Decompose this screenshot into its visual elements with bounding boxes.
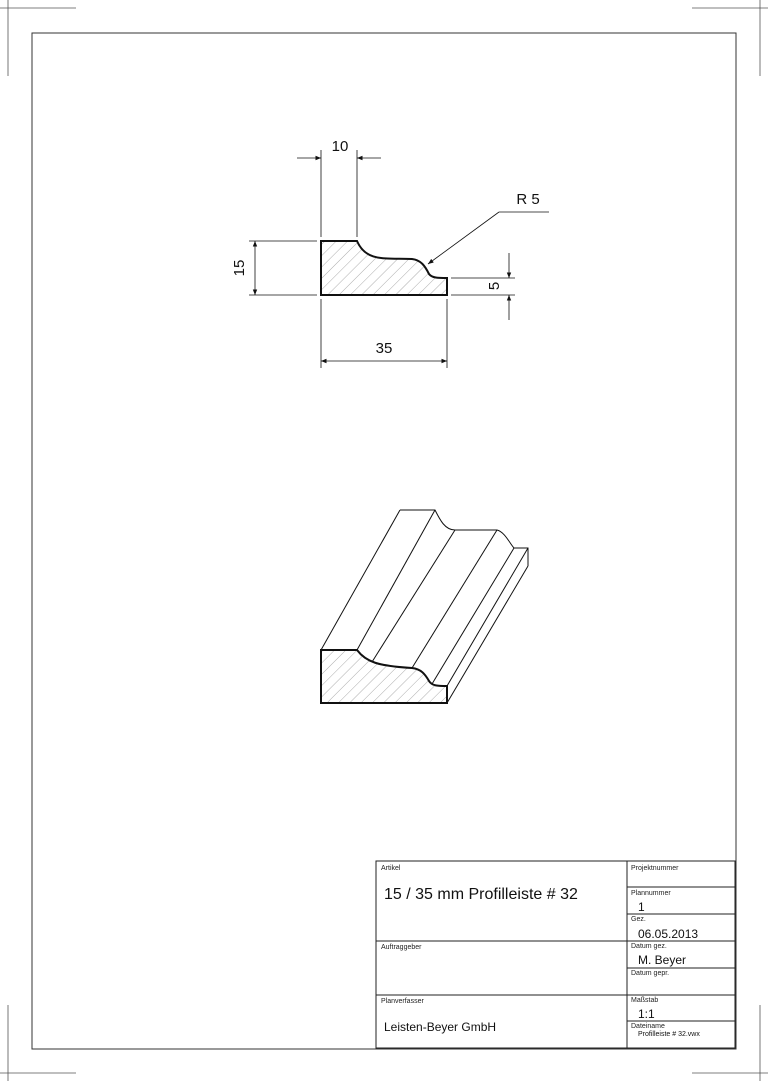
profile-section: [321, 241, 447, 295]
dimension-label-top-width: 10: [331, 138, 349, 155]
plannummer-label: Plannummer: [631, 890, 671, 897]
dimension-step-height: [451, 253, 515, 320]
dimension-height: [249, 241, 317, 295]
dimension-label-total-width: 35: [375, 340, 393, 357]
dimension-top-width: [297, 150, 381, 237]
dimension-label-radius: R 5: [516, 191, 540, 208]
planverfasser-value: Leisten-Beyer GmbH: [384, 1020, 497, 1034]
profile-isometric-front-face: [321, 650, 447, 703]
dimension-radius-leader: [428, 212, 549, 264]
auftraggeber-label: Auftraggeber: [381, 944, 422, 951]
planverfasser-label: Planverfasser: [381, 998, 424, 1005]
gez-label: Gez.: [631, 916, 646, 923]
plannummer-value: 1: [638, 900, 645, 914]
datum-gez-value: M. Beyer: [638, 953, 687, 967]
dimension-label-step-height: 5: [486, 281, 503, 291]
projektnummer-label: Projektnummer: [631, 865, 679, 872]
artikel-label: Artikel: [381, 865, 401, 872]
dimension-label-height: 15: [231, 259, 248, 277]
dateiname-label: Dateiname: [631, 1023, 665, 1030]
massstab-label: Maßstab: [631, 997, 659, 1004]
dateiname-value: Profilleiste # 32.vwx: [638, 1031, 700, 1038]
datum-gez-label: Datum gez.: [631, 943, 667, 950]
gez-value: 06.05.2013: [638, 927, 699, 941]
artikel-value: 15 / 35 mm Profilleiste # 32: [384, 886, 578, 903]
profile-section-view: [321, 241, 447, 295]
datum-gepr-label: Datum gepr.: [631, 970, 670, 977]
massstab-value: 1:1: [638, 1007, 655, 1021]
dimension-total-width: [321, 299, 447, 368]
